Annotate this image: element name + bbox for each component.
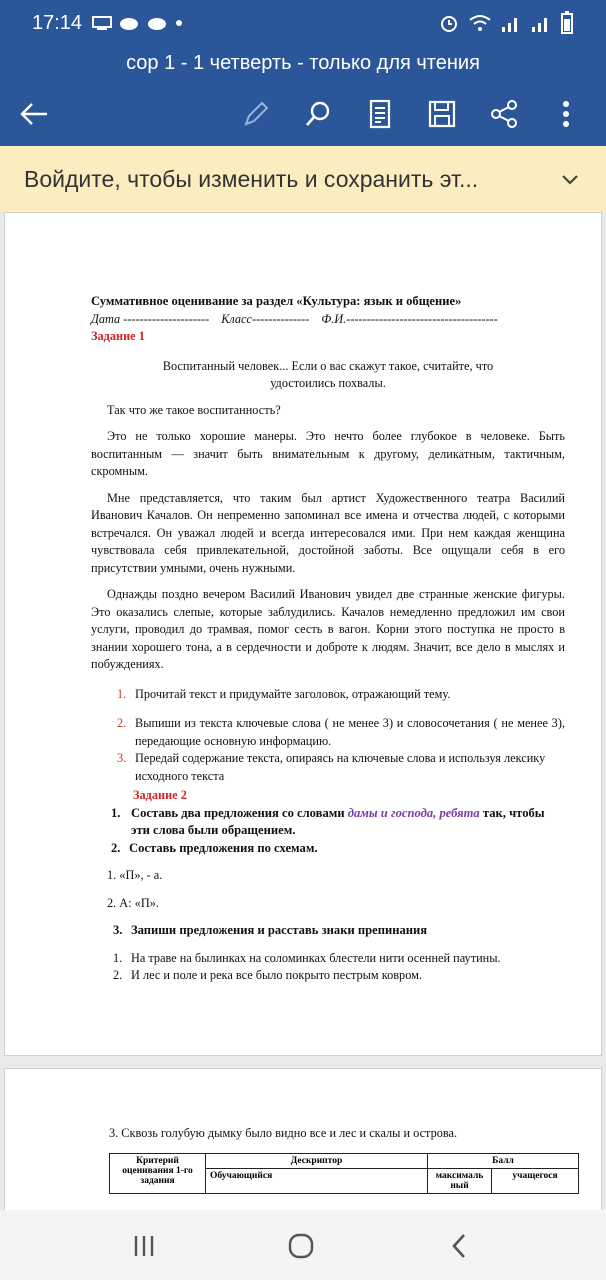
criteria-table [109, 1153, 579, 1194]
task-1-title: Задание 1 [91, 329, 145, 343]
recent-apps-icon[interactable] [128, 1230, 160, 1262]
wifi-icon [468, 13, 492, 33]
student-cell: Обучающийся [206, 1169, 428, 1194]
paragraph-3: Однажды поздно вечером Василий Иванович увидел две странные женские фигуры. Это оказались слепые, которые заблудились. Качалов немедленно предложил им свои услуги, проводил до трамвая, помог сесть в вагон. Корни этого поступка не просто в знании хорошего тона, а в сердечности и доброте к людям. Значит, все дело в мыслях и побуждениях. [91, 587, 565, 671]
document-heading: Суммативное оценивание за раздел «Культура: язык и общение» [91, 294, 462, 308]
task-2-item-3: 3. Запиши предложения и расставь знаки препинания [113, 923, 428, 937]
task-2-item-2: 2. Составь предложения по схемам. [111, 840, 318, 855]
cloud-icon [118, 15, 140, 31]
more-options-button[interactable] [546, 94, 586, 134]
task-2-item-1-tail: так, чтобы эти слова были обращением. [131, 805, 545, 837]
exercise-2: 2. И лес и поле и река все было покрыто пестрым ковром. [113, 968, 422, 982]
document-body [91, 293, 565, 985]
exercise-1: 1. На траве на былинках на соломинках блестели нити осенней паутины. [113, 950, 501, 965]
descriptor-header: Дескриптор [206, 1154, 428, 1169]
more-vertical-icon [561, 99, 571, 129]
battery-icon [560, 11, 574, 35]
share-button[interactable] [484, 94, 524, 134]
epigraph-line-2: удостоились похвалы. [270, 376, 386, 390]
screen-icon [92, 15, 112, 31]
task-2-title: Задание 2 [133, 788, 187, 802]
date-label: Дата --------------------- [91, 311, 210, 326]
share-icon [489, 99, 519, 129]
search-button[interactable] [298, 94, 338, 134]
task-2-item-1-text: Составь два предложения со словами [131, 805, 348, 820]
task-2-item-2-text: Составь предложения по схемам. [129, 840, 318, 855]
sign-in-banner-text: Войдите, чтобы изменить и сохранить эт... [24, 165, 479, 192]
task-1-item-1-text: Прочитай текст и придумайте заголовок, отражающий тему. [135, 686, 451, 701]
task-1-item-3 [91, 750, 565, 785]
max-score-header: максималь ный [428, 1169, 492, 1194]
document-page-1 [4, 212, 602, 1056]
exercise-3: 3. Сквозь голубую дымку было видно все и лес и скалы и острова. [109, 1126, 458, 1140]
name-label: Ф.И.------------------------------------- [321, 311, 498, 326]
item-number-1: 1. [117, 686, 127, 701]
dot-icon [174, 18, 184, 28]
edit-button[interactable] [236, 94, 276, 134]
task-1-item-1 [91, 686, 565, 704]
task-2-item-3-text: Запиши предложения и расставь знаки препинания [131, 923, 428, 937]
toolbar [0, 84, 606, 140]
document-title: сор 1 - 1 четверть - только для чтения [126, 52, 480, 74]
signal-icon-2 [530, 13, 552, 33]
task-2-words: дамы и господа, ребята [347, 805, 480, 820]
signal-icon [500, 13, 522, 33]
back-nav-icon[interactable] [444, 1230, 476, 1262]
class-label: Класс-------------- [221, 311, 310, 326]
home-icon[interactable] [285, 1230, 317, 1262]
paragraph-2: Мне представляется, что таким был артист Художественного театра Василий Иванович Качалов. Он непременно запоминал все имена и отчества людей, с которыми встречался. Он уважал людей и всегда интересовался ими. При нем каждая женщина чувствовала себя привлекательной, достойной заботы. Все ощущали себя в его присутствии умными, очень нужными. [91, 490, 565, 575]
reading-view-button[interactable] [360, 94, 400, 134]
pencil-icon [241, 99, 271, 129]
task-1-item-2 [91, 715, 565, 750]
alarm-icon [438, 12, 460, 34]
search-icon [303, 99, 333, 129]
item-number-2: 2. [117, 716, 127, 730]
sign-in-banner[interactable] [0, 146, 606, 212]
document-page-2 [4, 1068, 602, 1228]
exercise-1-text: На траве на былинках на соломинках блестели нити осенней паутины. [131, 950, 501, 965]
status-time: 17:14 [32, 11, 83, 34]
task-1-item-3-text: Передай содержание текста, опираясь на ключевые слова и используя лексику исходного текста [135, 751, 546, 783]
question-text: Так что же такое воспитанность? [107, 402, 281, 417]
system-navigation-bar [0, 1210, 606, 1280]
exercise-2-text: И лес и поле и река все было покрыто пестрым ковром. [131, 968, 422, 982]
criteria-header: Критерий оценивания 1-го задания [110, 1154, 206, 1194]
save-button[interactable] [422, 94, 462, 134]
task-2-item-1: 1. Составь два предложения со словами дамы и господа, ребята так, чтобы эти слова были обращением. [111, 805, 545, 837]
item-number-3: 3. [117, 751, 127, 765]
student-score-header: учащегося [492, 1169, 579, 1194]
back-arrow-icon [19, 102, 49, 126]
chevron-down-icon[interactable] [558, 167, 582, 191]
app-bar [0, 0, 606, 146]
epigraph-line-1: Воспитанный человек... Если о вас скажут такое, считайте, что [162, 358, 494, 373]
document-view-icon [368, 99, 392, 129]
back-button[interactable] [14, 94, 54, 134]
paragraph-1: Это не только хорошие манеры. Это нечто более глубокое в человеке. Быть воспитанным — значит быть внимательным к другому, деликатным, тактичным, скромным. [91, 429, 565, 478]
status-bar [0, 0, 606, 46]
save-icon [427, 99, 457, 129]
scheme-1: 1. «П», - а. [107, 868, 163, 882]
scheme-2: 2. А: «П». [107, 895, 159, 910]
task-1-item-2-text: Выпиши из текста ключевые слова ( не менее 3) и словосочетания ( не менее 3), передающие основную информацию. [135, 716, 565, 748]
score-header: Балл [428, 1154, 579, 1169]
cloud-icon-2 [146, 15, 168, 31]
student-info-line [91, 311, 565, 329]
